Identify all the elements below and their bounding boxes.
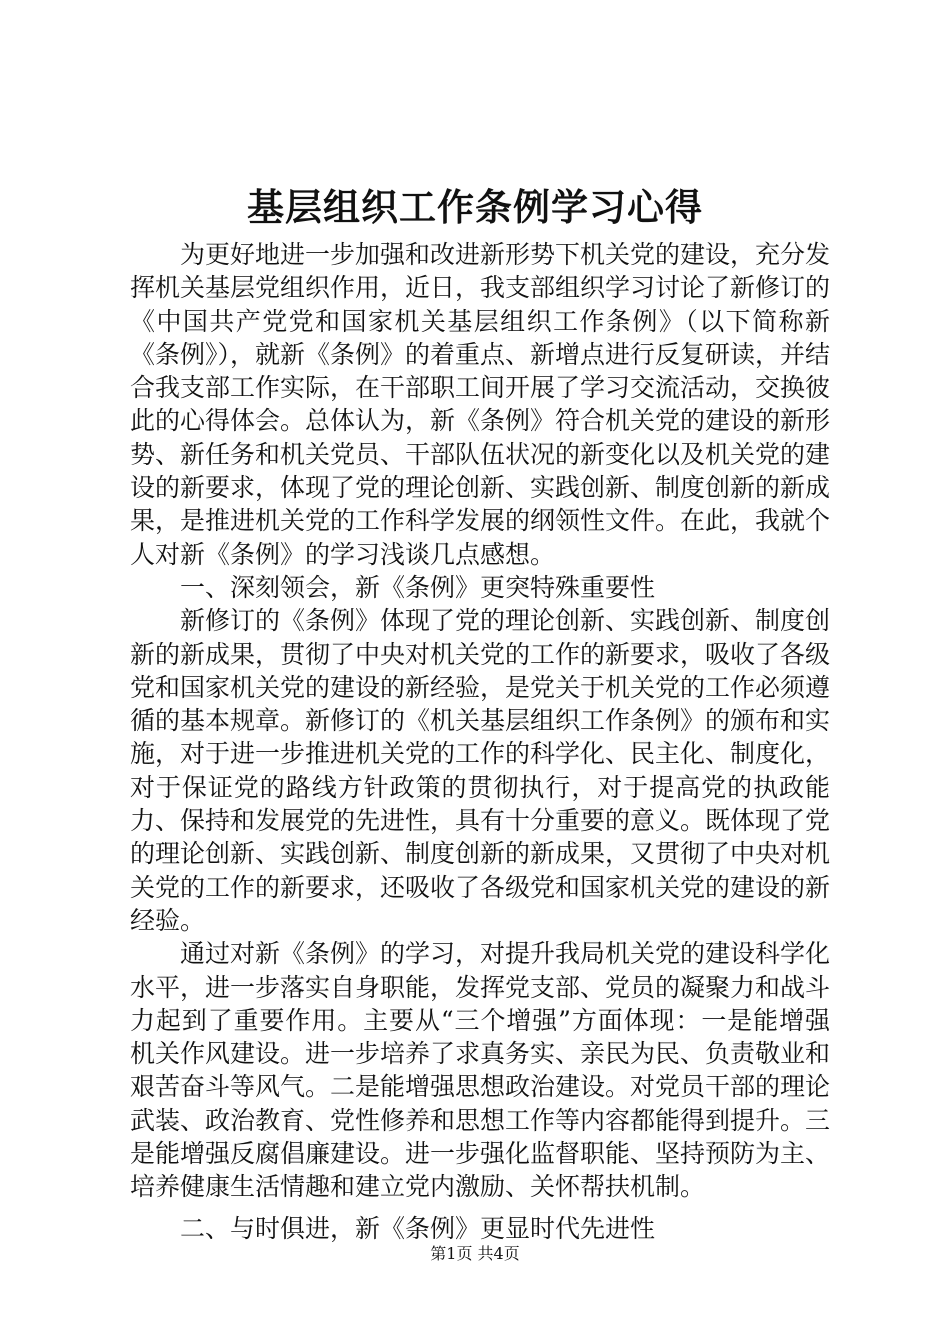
section-heading-2: 二、与时俱进，新《条例》更显时代先进性 [180, 1213, 656, 1243]
page-footer: 第1页 共4页 [430, 1244, 520, 1263]
paragraph-intro: 为更好地进一步加强和改进新形势下机关党的建设，充分发挥机关基层党组织作用，近日，我支部组织学习讨论了新修订的《中国共产党党和国家机关基层组织工作条例》（以下简称新《条例》），就新《条例》的着重点、新增点进行反复研读，并结合我支部工作实际，在干部职工间开展了学习交流活动，交换彼此的心得体会。总体认为，新《条例》符合机关党的建设的新形势、新任务和机关党员、干部队伍状况的新变化以及机关党的建设的新要求，体现了党的理论创新、实践创新、制度创新的新成果，是推进机关党的工作科学发展的纲领性文件。在此，我就个人对新《条例》的学习浅谈几点感想。 [130, 240, 831, 569]
document-body [130, 238, 830, 1245]
paragraph-section-1-b: 通过对新《条例》的学习，对提升我局机关党的建设科学化水平，进一步落实自身职能，发挥党支部、党员的凝聚力和战斗力起到了重要作用。主要从“三个增强”方面体现：一是能增强机关作风建设。进一步培养了求真务实、亲民为民、负责敬业和艰苦奋斗等风气。二是能增强思想政治建设。对党员干部的理论武装、政治教育、党性修养和思想工作等内容都能得到提升。三是能增强反腐倡廉建设。进一步强化监督职能、坚持预防为主、培养健康生活情趣和建立党内激励、关怀帮扶机制。 [130, 939, 831, 1202]
paragraph-section-1: 新修订的《条例》体现了党的理论创新、实践创新、制度创新的新成果，贯彻了中央对机关党的工作的新要求，吸收了各级党和国家机关党的建设的新经验，是党关于机关党的工作必须遵循的基本规章。新修订的《机关基层组织工作条例》的颁布和实施，对于进一步推进机关党的工作的科学化、民主化、制度化，对于保证党的路线方针政策的贯彻执行，对于提高党的执政能力、保持和发展党的先进性，具有十分重要的意义。既体现了党的理论创新、实践创新、制度创新的新成果，又贯彻了中央对机关党的工作的新要求，还吸收了各级党和国家机关党的建设的新经验。 [130, 606, 831, 935]
document-title: 基层组织工作条例学习心得 [247, 185, 703, 229]
section-heading-1: 一、深刻领会，新《条例》更突特殊重要性 [180, 572, 656, 602]
